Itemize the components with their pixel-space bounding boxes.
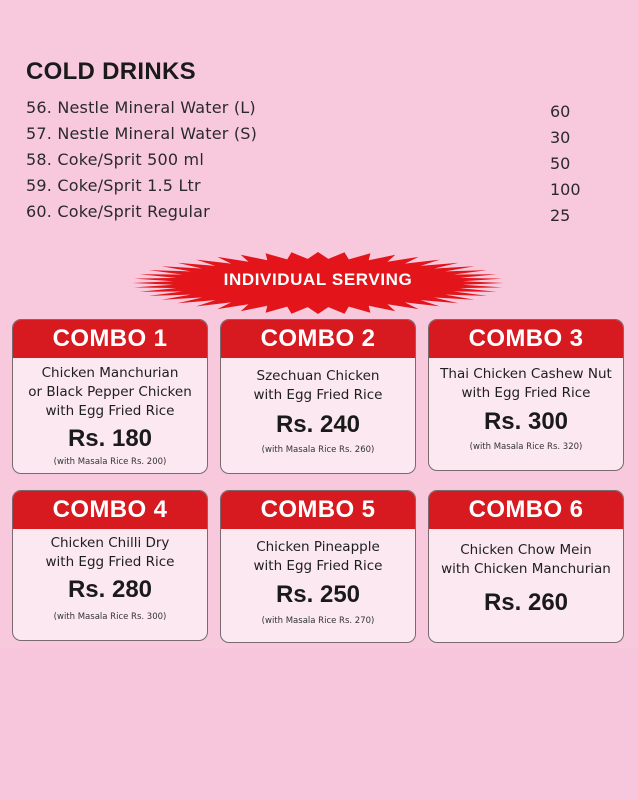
combo-card-4 bbox=[12, 490, 208, 641]
drink-price: 60 bbox=[550, 102, 571, 121]
combo-price: Rs. 250 bbox=[275, 581, 361, 608]
combo-card-1 bbox=[12, 319, 208, 474]
drink-name: 59. Coke/Sprit 1.5 Ltr bbox=[26, 176, 201, 195]
combo-title: COMBO 6 bbox=[429, 491, 623, 529]
cold-drinks-list bbox=[26, 98, 606, 228]
combo-masala-note: (with Masala Rice Rs. 260) bbox=[261, 445, 375, 455]
combo-card-2 bbox=[220, 319, 416, 474]
drink-item bbox=[26, 176, 606, 202]
combo-description bbox=[13, 529, 207, 572]
top-band bbox=[0, 0, 638, 30]
individual-serving-label: INDIVIDUAL SERVING bbox=[223, 270, 413, 289]
combo-masala-note: (with Masala Rice Rs. 300) bbox=[53, 612, 167, 622]
combo-desc-line: with Egg Fried Rice bbox=[253, 558, 383, 574]
combo-desc-line: Chicken Pineapple bbox=[256, 539, 380, 555]
combo-price: Rs. 280 bbox=[67, 576, 153, 603]
cold-drinks-title: COLD DRINKS bbox=[26, 58, 196, 85]
combo-masala-note: (with Masala Rice Rs. 320) bbox=[469, 442, 583, 452]
drink-item bbox=[26, 150, 606, 176]
drink-name: 56. Nestle Mineral Water (L) bbox=[26, 98, 256, 117]
drink-price: 25 bbox=[550, 206, 571, 225]
combo-title: COMBO 2 bbox=[221, 320, 415, 358]
combo-desc-line: or Black Pepper Chicken bbox=[28, 384, 192, 400]
combo-masala-note: (with Masala Rice Rs. 270) bbox=[261, 616, 375, 626]
combo-card-5 bbox=[220, 490, 416, 643]
combo-card-6 bbox=[428, 490, 624, 643]
combo-desc-line: with Egg Fried Rice bbox=[45, 554, 175, 570]
combo-description bbox=[429, 358, 623, 403]
combo-price: Rs. 300 bbox=[483, 408, 569, 435]
combo-description bbox=[221, 529, 415, 576]
combo-desc-line: Thai Chicken Cashew Nut bbox=[440, 366, 612, 382]
combo-desc-line: Szechuan Chicken bbox=[256, 368, 380, 384]
combo-description bbox=[429, 529, 623, 579]
drink-name: 57. Nestle Mineral Water (S) bbox=[26, 124, 258, 143]
combo-desc-line: Chicken Chilli Dry bbox=[50, 535, 170, 551]
combo-desc-line: with Egg Fried Rice bbox=[253, 387, 383, 403]
drink-item bbox=[26, 124, 606, 150]
combo-card-3 bbox=[428, 319, 624, 471]
combo-desc-line: Chicken Chow Mein bbox=[460, 542, 592, 558]
combo-description bbox=[13, 358, 207, 421]
combo-desc-line: with Egg Fried Rice bbox=[45, 403, 175, 419]
combo-desc-line: with Egg Fried Rice bbox=[461, 385, 591, 401]
drink-price: 30 bbox=[550, 128, 571, 147]
combo-masala-note: (with Masala Rice Rs. 200) bbox=[53, 457, 167, 467]
drink-item bbox=[26, 202, 606, 228]
combo-title: COMBO 5 bbox=[221, 491, 415, 529]
combo-title: COMBO 3 bbox=[429, 320, 623, 358]
drink-price: 100 bbox=[550, 180, 581, 199]
combo-title: COMBO 4 bbox=[13, 491, 207, 529]
drink-name: 60. Coke/Sprit Regular bbox=[26, 202, 210, 221]
combo-description bbox=[221, 358, 415, 405]
drink-name: 58. Coke/Sprit 500 ml bbox=[26, 150, 204, 169]
combo-price: Rs. 180 bbox=[67, 425, 153, 452]
combo-desc-line: with Chicken Manchurian bbox=[441, 561, 611, 577]
drink-price: 50 bbox=[550, 154, 571, 173]
combo-price: Rs. 260 bbox=[483, 589, 569, 616]
combo-title: COMBO 1 bbox=[13, 320, 207, 358]
drink-item bbox=[26, 98, 606, 124]
combo-price: Rs. 240 bbox=[275, 411, 361, 438]
combo-desc-line: Chicken Manchurian bbox=[41, 365, 179, 381]
